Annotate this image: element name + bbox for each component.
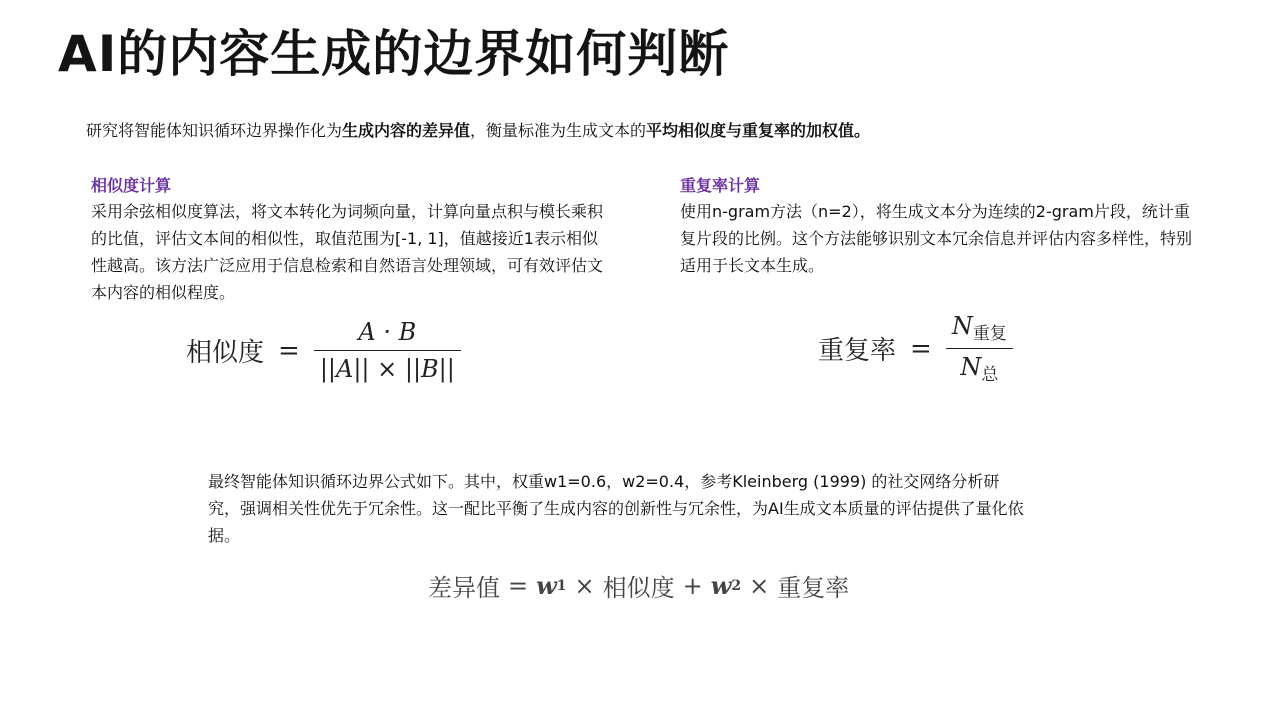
numerator-var: N — [951, 312, 973, 340]
plus-sign: + — [682, 571, 703, 600]
similarity-heading: 相似度计算 — [91, 176, 172, 195]
similarity-fraction — [314, 318, 461, 383]
w1-var: w — [536, 571, 557, 600]
numerator-sub: 重复 — [972, 324, 1007, 344]
denominator-var: N — [960, 353, 982, 381]
similarity-numerator: A · B — [358, 318, 417, 346]
similarity-section — [91, 174, 606, 306]
repetition-fraction — [946, 312, 1013, 385]
w2-var: w — [710, 571, 732, 600]
similarity-denominator: ||A|| × ||B|| — [319, 355, 455, 383]
repetition-heading: 重复率计算 — [680, 176, 761, 195]
intro-paragraph — [86, 119, 1206, 143]
w2-sub: 2 — [731, 577, 742, 594]
repetition-numerator — [946, 312, 1013, 348]
difference-lhs: 差异值 — [428, 574, 500, 602]
times-1: × — [574, 571, 595, 600]
similarity-formula-equals: = — [278, 335, 300, 366]
repetition-denominator — [954, 349, 1004, 385]
difference-equals: = — [508, 571, 529, 600]
intro-bold-2: 平均相似度与重复率的加权值。 — [646, 121, 871, 140]
difference-formula — [428, 568, 849, 603]
repetition-body: 使用n-gram方法（n=2），将生成文本分为连续的2-gram片段，统计重复片段的比例。这个方法能够识别文本冗余信息并评估内容多样性，特别适用于长文本生成。 — [680, 202, 1193, 275]
term-repetition: 重复率 — [777, 574, 850, 602]
repetition-formula-lhs: 重复率 — [818, 336, 897, 366]
term-similarity: 相似度 — [602, 574, 675, 602]
conclusion-paragraph: 最终智能体知识循环边界公式如下。其中，权重w1=0.6，w2=0.4，参考Kleinberg (1999) 的社交网络分析研究，强调相关性优先于冗余性。这一配比平衡了生成内容的创新性与冗余性，为AI生成文本质量的评估提供了量化依据。 — [208, 472, 1024, 545]
times-2: × — [749, 571, 770, 600]
page-title: AI的内容生成的边界如何判断 — [58, 25, 730, 83]
similarity-formula — [186, 318, 461, 383]
w1-sub: 1 — [556, 577, 567, 594]
intro-text-1: 研究将智能体知识循环边界操作化为 — [86, 121, 343, 140]
repetition-formula-equals: = — [910, 333, 932, 364]
intro-text-2: ，衡量标准为生成文本的 — [470, 121, 647, 140]
intro-bold-1: 生成内容的差异值 — [342, 121, 471, 140]
denominator-sub: 总 — [981, 365, 999, 385]
similarity-formula-lhs: 相似度 — [186, 338, 265, 368]
repetition-formula — [818, 312, 1013, 385]
similarity-body: 采用余弦相似度算法，将文本转化为词频向量，计算向量点积与模长乘积的比值，评估文本间的相似性，取值范围为[-1, 1]，值越接近1表示相似性越高。该方法广泛应用于信息检索和自然语言处理领域，可有效评估文本内容的相似程度。 — [91, 202, 604, 302]
repetition-section — [680, 174, 1195, 279]
